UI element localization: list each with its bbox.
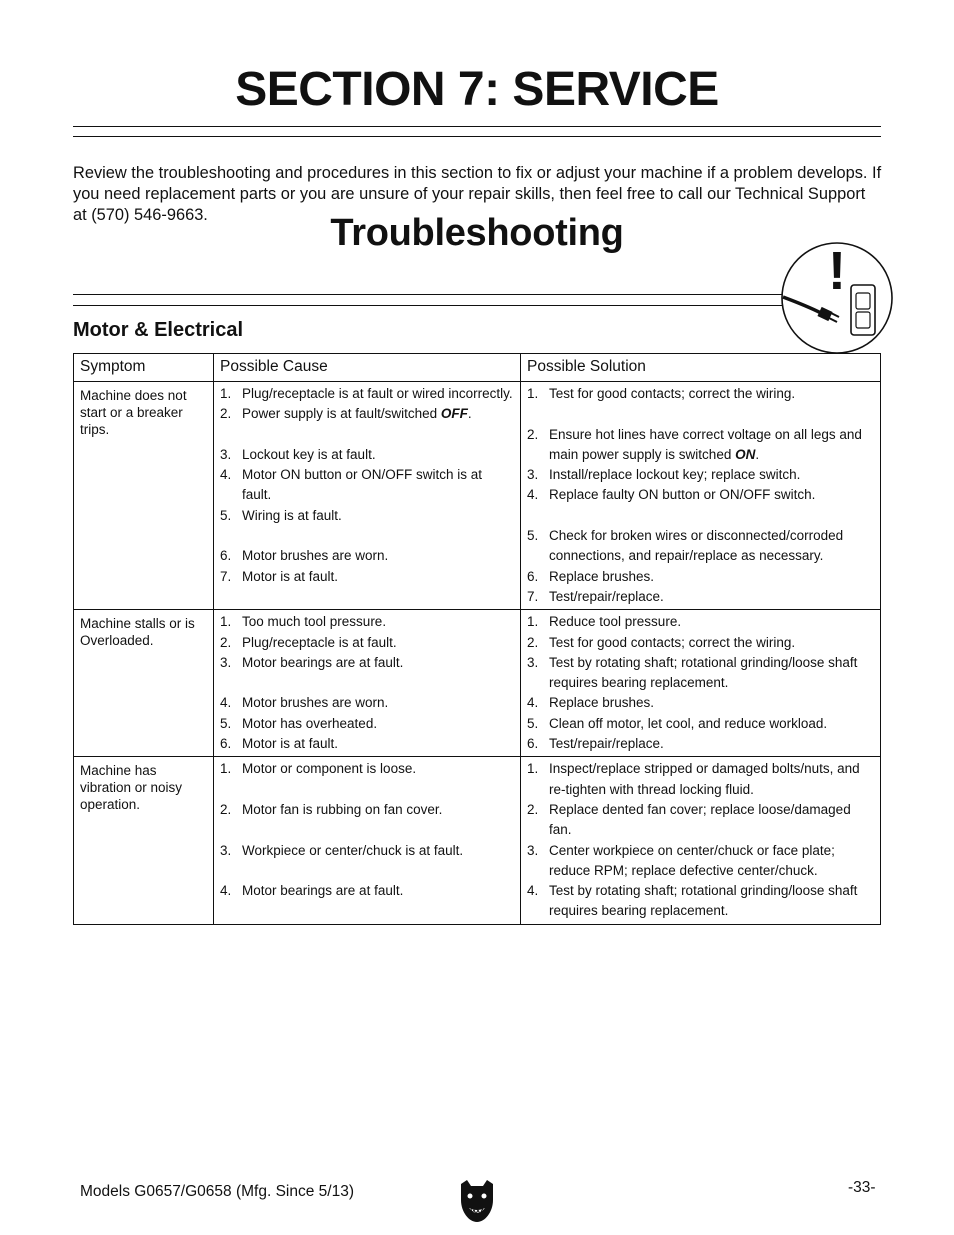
cause-item: 5. Wiring is at fault. (220, 507, 342, 523)
exclamation-glyph: ! (828, 241, 846, 301)
page-number: -33- (848, 1179, 876, 1196)
solution-item: 1. Reduce tool pressure. (527, 614, 682, 630)
cause-item: 5. Motor has overheated. (220, 715, 378, 731)
solution-item: 1. Inspect/replace stripped or damaged bolts/nuts, and re-tighten with thread locking fluid. (527, 761, 860, 797)
table-row (74, 757, 881, 924)
bear-logo-icon (457, 1178, 497, 1224)
table-row (74, 382, 881, 610)
cause-cell (214, 610, 521, 757)
cause-item: 4. Motor brushes are worn. (220, 695, 389, 711)
solution-item: 4. Replace faulty ON button or ON/OFF switch. (527, 487, 816, 503)
solution-item: 7. Test/repair/replace. (527, 588, 664, 604)
symptom-cell: Machine has vibration or noisy operation. (74, 757, 214, 924)
solution-item: 2. Ensure hot lines have correct voltage on all legs and main power supply is switched ON. (527, 426, 862, 462)
solution-item: 3. Install/replace lockout key; replace switch. (527, 467, 801, 483)
solution-item: 3. Center workpiece on center/chuck or face plate; reduce RPM; replace defective center/chuck. (527, 842, 835, 878)
cause-item: 7. Motor is at fault. (220, 568, 339, 584)
table-header-row (74, 354, 881, 382)
solution-item: 6. Test/repair/replace. (527, 736, 664, 752)
category-heading: Motor & Electrical (73, 319, 244, 341)
electrical-warning-icon (779, 215, 895, 355)
footer-model-info: Models G0657/G0658 (Mfg. Since 5/13) (80, 1183, 354, 1200)
solution-item: 1. Test for good contacts; correct the wiring. (527, 386, 796, 401)
troubleshooting-title: Troubleshooting (330, 212, 624, 254)
solution-cell (521, 610, 881, 757)
solution-item: 4. Replace brushes. (527, 695, 655, 711)
solution-item: 2. Replace dented fan cover; replace loose/damaged fan. (527, 801, 851, 838)
solution-item: 3. Test by rotating shaft; rotational grinding/loose shaft requires bearing replacement. (527, 654, 858, 691)
section-rule-bottom (73, 136, 881, 137)
cause-cell (214, 757, 521, 924)
cause-item: 1. Plug/receptacle is at fault or wired incorrectly. (220, 386, 513, 401)
cause-item: 2. Plug/receptacle is at fault. (220, 634, 397, 650)
solution-item: 6. Replace brushes. (527, 568, 655, 584)
cause-item: 2. Power supply is at fault/switched OFF. (220, 406, 472, 422)
symptom-cell: Machine stalls or is Overloaded. (74, 610, 214, 757)
section-rule-top (73, 126, 881, 127)
troubleshooting-table (73, 353, 881, 925)
section-title: SECTION 7: SERVICE (235, 63, 719, 116)
solution-item: 5. Clean off motor, let cool, and reduce workload. (527, 715, 828, 731)
troubleshooting-rule-top (73, 294, 785, 295)
header-possible-cause: Possible Cause (214, 354, 521, 382)
intro-paragraph: Review the troubleshooting and procedures in this section to fix or adjust your machine if a problem develops. If you need replacement parts or you are unsure of your repair skills, then feel free to call our Technical Support at (570) 546-9663. (73, 164, 882, 224)
table-row (74, 610, 881, 757)
cause-cell (214, 382, 521, 610)
header-symptom: Symptom (74, 354, 214, 382)
cause-item: 2. Motor fan is rubbing on fan cover. (220, 801, 443, 817)
cause-item: 6. Motor is at fault. (220, 736, 339, 752)
solution-item: 2. Test for good contacts; correct the wiring. (527, 634, 796, 650)
header-possible-solution: Possible Solution (521, 354, 881, 382)
cause-item: 1. Motor or component is loose. (220, 761, 417, 777)
cause-item: 4. Motor bearings are at fault. (220, 883, 404, 899)
solution-item: 4. Test by rotating shaft; rotational grinding/loose shaft requires bearing replacement. (527, 883, 858, 919)
solution-item: 5. Check for broken wires or disconnected/corroded connections, and repair/replace as necessary. (527, 528, 844, 564)
solution-cell (521, 382, 881, 610)
cause-item: 6. Motor brushes are worn. (220, 548, 389, 564)
cause-item: 3. Lockout key is at fault. (220, 446, 376, 462)
solution-cell (521, 757, 881, 924)
troubleshooting-rule-bottom (73, 305, 785, 306)
cause-item: 1. Too much tool pressure. (220, 614, 387, 630)
cause-item: 3. Workpiece or center/chuck is at fault. (220, 842, 464, 858)
symptom-cell: Machine does not start or a breaker trips. (74, 382, 214, 610)
cause-item: 3. Motor bearings are at fault. (220, 654, 404, 670)
cause-item: 4. Motor ON button or ON/OFF switch is at fault. (220, 467, 483, 503)
